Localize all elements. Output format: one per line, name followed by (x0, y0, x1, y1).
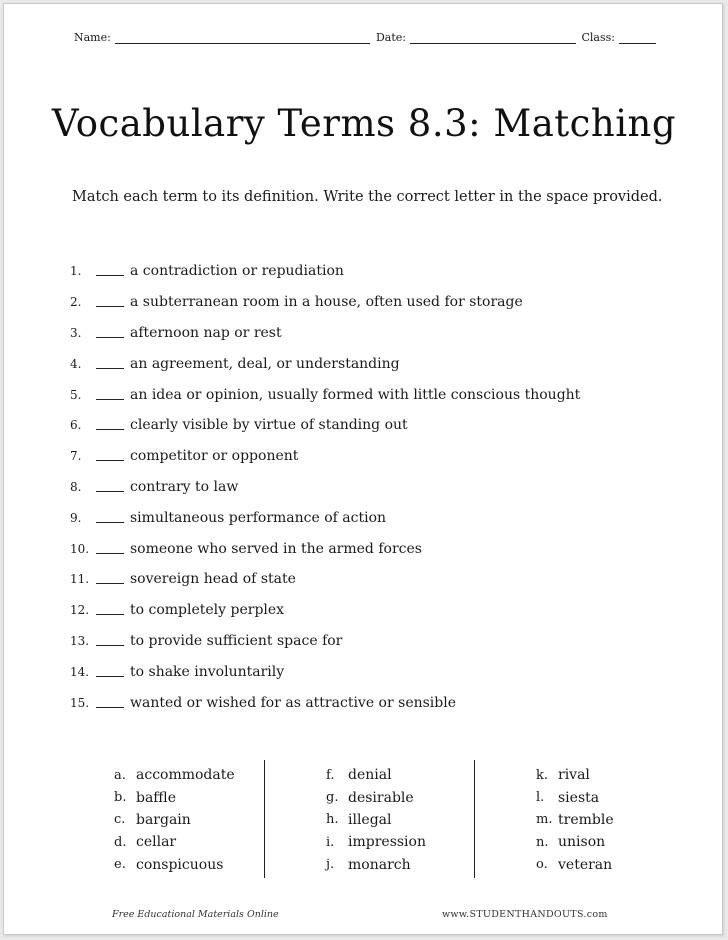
item-definition: a subterranean room in a house, often used for storage (130, 294, 523, 311)
term-letter: f. (326, 767, 335, 783)
term-bank (114, 760, 634, 880)
answer-blank (96, 605, 124, 615)
term-letter: i. (326, 834, 335, 850)
list-item (70, 472, 580, 503)
term-letter: c. (114, 812, 126, 828)
column-divider (474, 760, 475, 878)
list-item (70, 256, 580, 287)
term-option (536, 831, 614, 853)
term-word: baffle (136, 789, 177, 806)
answer-blank (96, 266, 124, 276)
answer-blank (96, 574, 124, 584)
item-number: 14. (70, 664, 90, 679)
item-number: 4. (70, 356, 82, 371)
item-number: 13. (70, 633, 90, 648)
term-letter: g. (326, 790, 339, 806)
term-letter: d. (114, 834, 127, 850)
footer-website: www.STUDENTHANDOUTS.com (442, 909, 608, 920)
answer-blank (96, 420, 124, 430)
term-word: siesta (558, 789, 600, 806)
term-word: desirable (348, 789, 414, 806)
term-option (326, 831, 426, 853)
class-label: Class: (581, 31, 615, 44)
list-item (70, 318, 580, 349)
list-item (70, 410, 580, 441)
instructions: Match each term to its definition. Write the correct letter in the space provided. (72, 189, 663, 205)
term-word: unison (558, 834, 606, 851)
answer-blank (96, 451, 124, 461)
item-number: 8. (70, 479, 82, 494)
item-number: 5. (70, 387, 82, 402)
term-letter: l. (536, 790, 545, 806)
term-option (114, 854, 235, 876)
item-number: 10. (70, 541, 90, 556)
item-definition: to provide sufficient space for (130, 632, 343, 649)
list-item (70, 287, 580, 318)
item-definition: afternoon nap or rest (130, 324, 282, 341)
list-item (70, 379, 580, 410)
term-letter: h. (326, 812, 339, 828)
answer-blank (96, 328, 124, 338)
page-title: Vocabulary Terms 8.3: Matching (51, 102, 677, 145)
term-word: monarch (348, 856, 411, 873)
definition-list (70, 256, 580, 718)
list-item (70, 626, 580, 657)
item-definition: simultaneous performance of action (130, 509, 387, 526)
term-option (326, 854, 426, 876)
list-item (70, 595, 580, 626)
list-item (70, 502, 580, 533)
term-option (536, 809, 614, 831)
term-letter: k. (536, 767, 549, 783)
item-definition: someone who served in the armed forces (130, 540, 422, 557)
term-word: denial (348, 767, 392, 784)
term-letter: o. (536, 857, 548, 873)
term-word: bargain (136, 811, 191, 828)
name-line (115, 33, 370, 44)
term-word: illegal (348, 811, 392, 828)
list-item (70, 533, 580, 564)
list-item (70, 656, 580, 687)
date-label: Date: (375, 31, 406, 44)
term-option (114, 809, 235, 831)
item-number: 2. (70, 295, 82, 310)
term-column-1 (114, 764, 235, 876)
list-item (70, 687, 580, 718)
term-column-2 (326, 764, 426, 876)
answer-blank (96, 667, 124, 677)
term-option (114, 831, 235, 853)
term-word: tremble (558, 811, 614, 828)
item-definition: competitor or opponent (130, 448, 299, 465)
list-item (70, 564, 580, 595)
term-word: veteran (558, 856, 613, 873)
term-option (536, 786, 614, 808)
item-number: 12. (70, 603, 90, 618)
item-definition: an agreement, deal, or understanding (130, 355, 400, 372)
item-definition: wanted or wished for as attractive or sensible (130, 694, 457, 711)
footer-tagline: Free Educational Materials Online (112, 909, 279, 920)
term-option (326, 786, 426, 808)
term-letter: e. (114, 857, 126, 873)
date-line (410, 33, 576, 44)
term-option (326, 764, 426, 786)
list-item (70, 441, 580, 472)
item-number: 7. (70, 449, 82, 464)
term-option (536, 854, 614, 876)
answer-blank (96, 513, 124, 523)
term-word: impression (348, 834, 426, 851)
student-info-header (74, 26, 656, 44)
term-letter: m. (536, 812, 553, 828)
term-letter: b. (114, 790, 127, 806)
term-word: conspicuous (136, 856, 224, 873)
answer-blank (96, 482, 124, 492)
answer-blank (96, 359, 124, 369)
answer-blank (96, 297, 124, 307)
term-option (326, 809, 426, 831)
term-word: accommodate (136, 767, 235, 784)
item-definition: to completely perplex (130, 602, 285, 619)
term-word: cellar (136, 834, 177, 851)
term-column-3 (536, 764, 614, 876)
term-option (536, 764, 614, 786)
term-word: rival (558, 767, 590, 784)
worksheet-page (3, 3, 723, 935)
item-definition: sovereign head of state (130, 571, 296, 588)
class-line (619, 33, 656, 44)
name-label: Name: (74, 31, 111, 44)
item-number: 15. (70, 695, 90, 710)
item-number: 3. (70, 325, 82, 340)
item-definition: contrary to law (130, 478, 239, 495)
item-number: 9. (70, 510, 82, 525)
term-letter: a. (114, 767, 126, 783)
item-definition: clearly visible by virtue of standing out (130, 417, 408, 434)
answer-blank (96, 636, 124, 646)
item-definition: an idea or opinion, usually formed with little conscious thought (130, 386, 581, 403)
item-number: 1. (70, 264, 82, 279)
column-divider (264, 760, 265, 878)
answer-blank (96, 390, 124, 400)
answer-blank (96, 698, 124, 708)
term-letter: j. (326, 857, 335, 873)
term-option (114, 786, 235, 808)
item-definition: a contradiction or repudiation (130, 263, 344, 280)
list-item (70, 348, 580, 379)
answer-blank (96, 544, 124, 554)
item-definition: to shake involuntarily (130, 663, 285, 680)
item-number: 6. (70, 418, 82, 433)
item-number: 11. (70, 572, 90, 587)
term-letter: n. (536, 834, 549, 850)
term-option (114, 764, 235, 786)
